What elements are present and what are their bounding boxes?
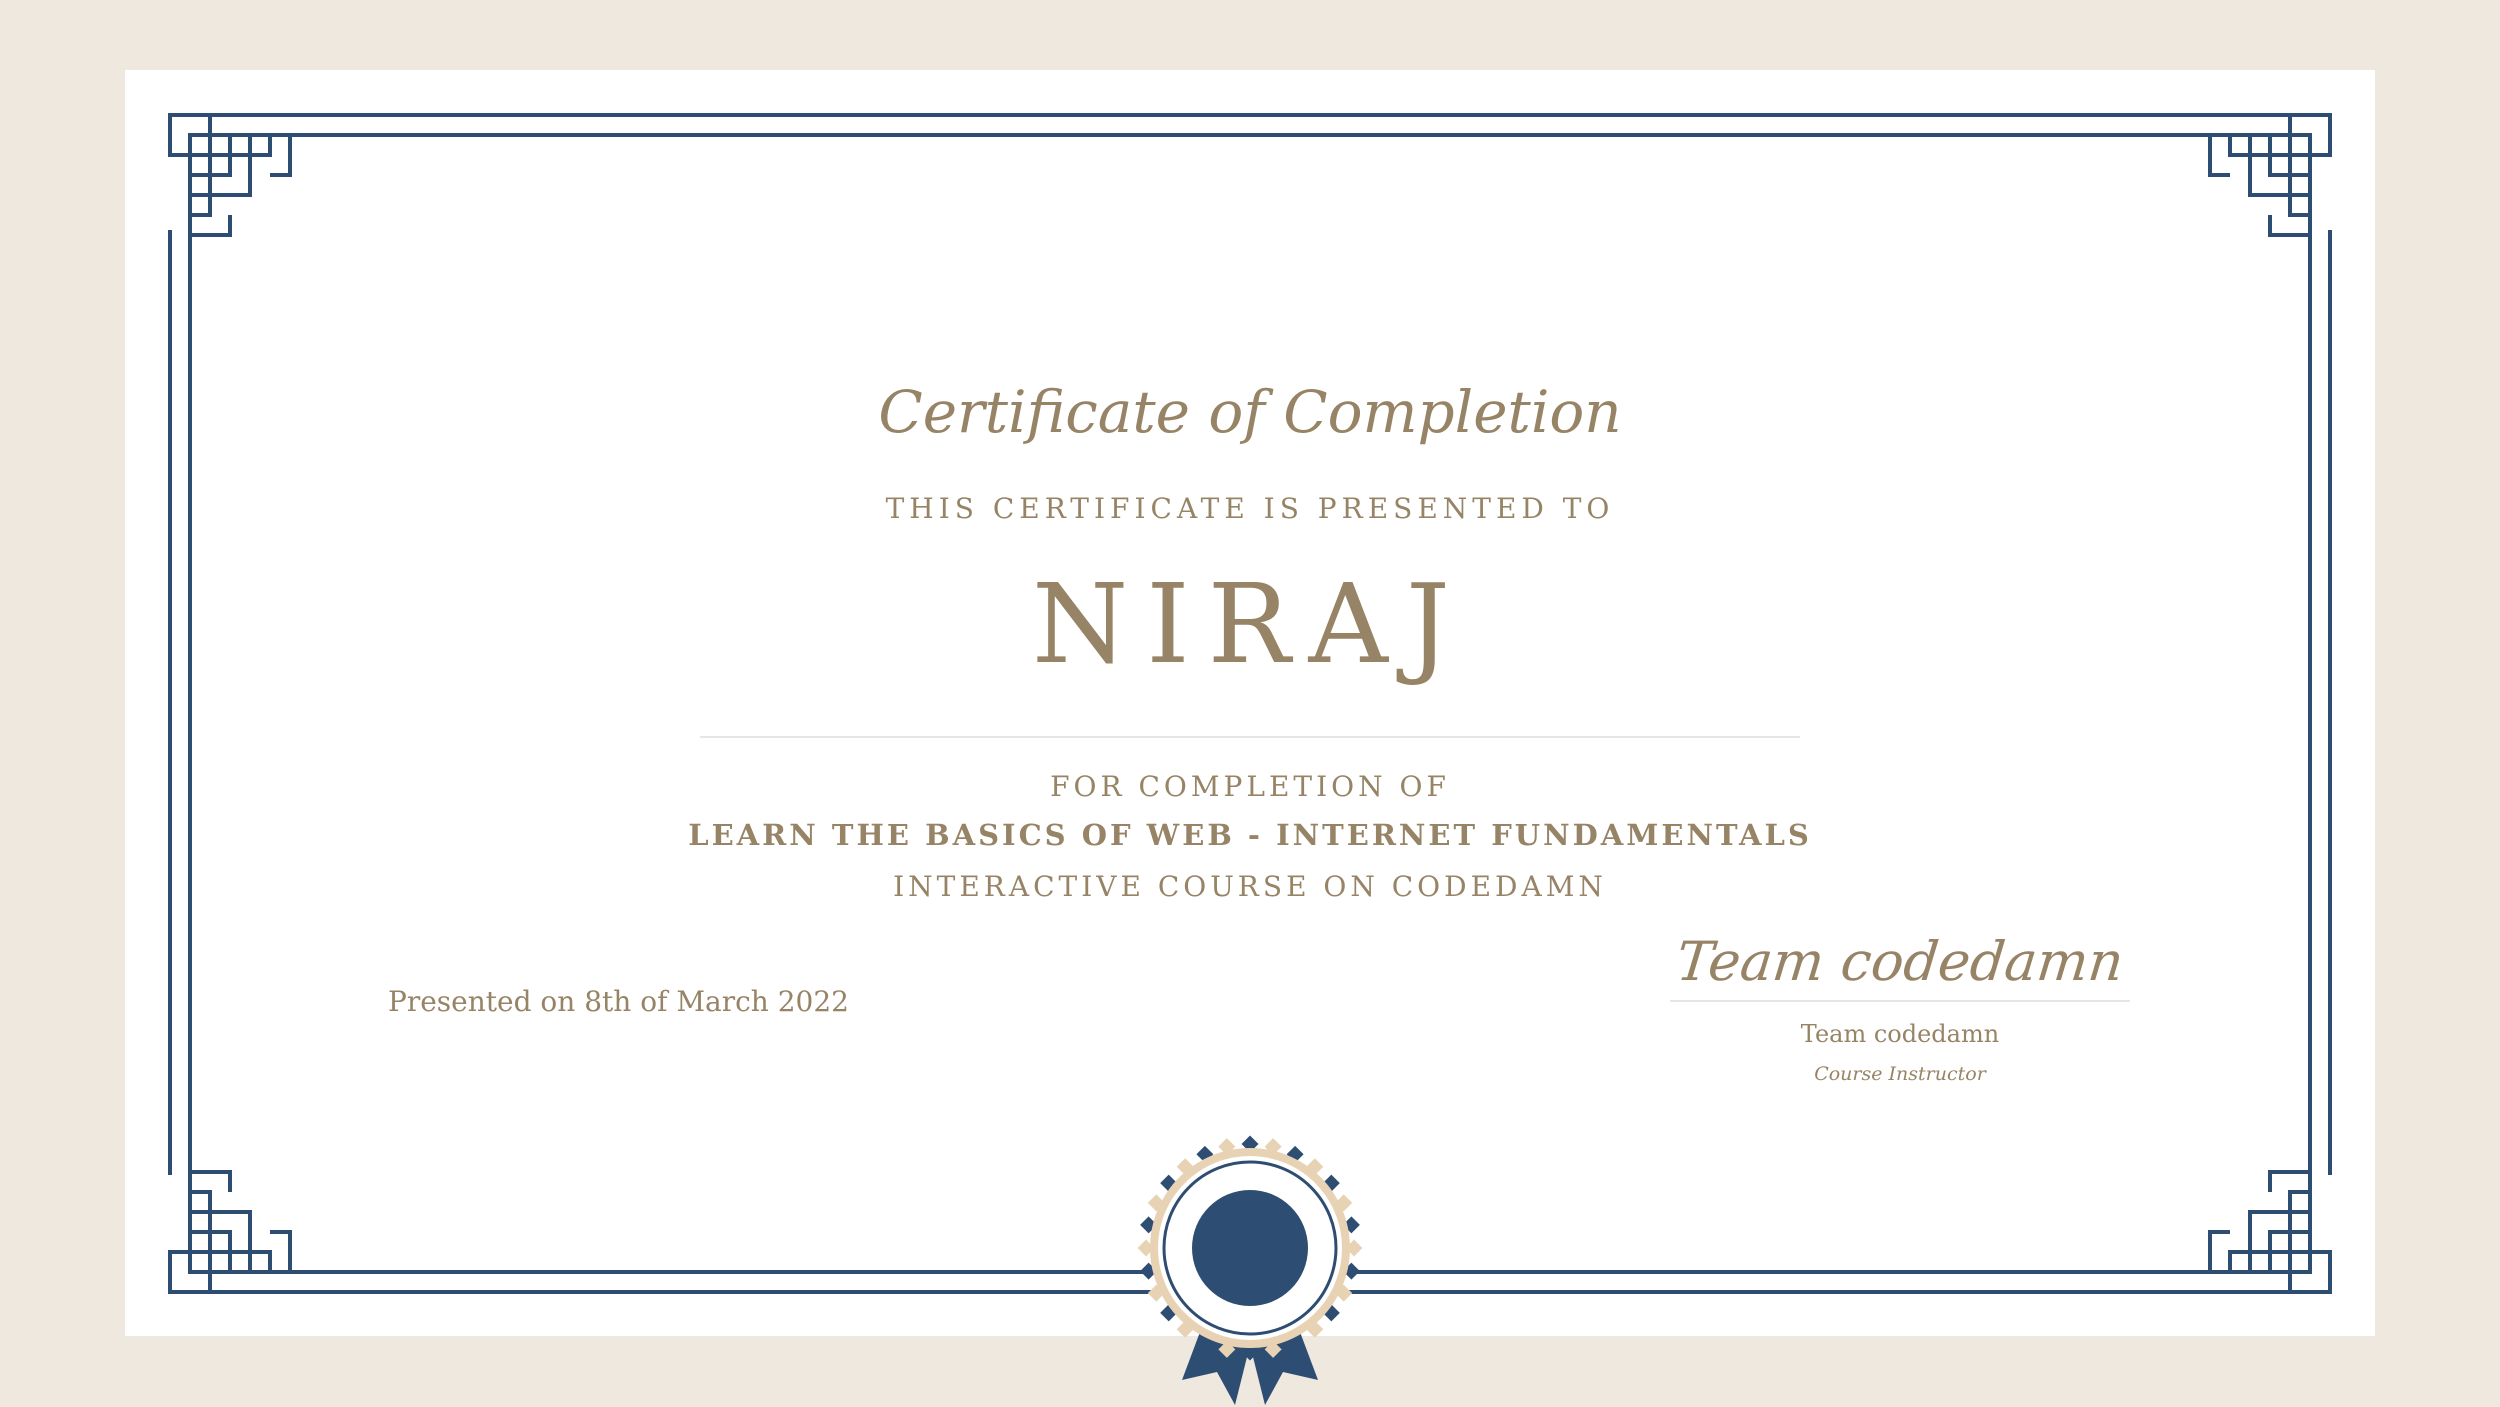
presented-to-label: THIS CERTIFICATE IS PRESENTED TO xyxy=(885,492,1615,525)
for-completion-label: FOR COMPLETION OF xyxy=(1050,770,1450,803)
frame-corner-top-left xyxy=(170,115,290,235)
course-name: LEARN THE BASICS OF WEB - INTERNET FUNDAMENTALS xyxy=(688,818,1812,852)
frame-corner-top-right xyxy=(2210,115,2330,235)
certificate-title: Certificate of Completion xyxy=(878,378,1622,446)
frame-corner-bottom-left xyxy=(170,1172,290,1292)
presented-on-date: Presented on 8th of March 2022 xyxy=(388,985,849,1018)
course-subtitle: INTERACTIVE COURSE ON CODEDAMN xyxy=(893,870,1607,903)
frame-corner-bottom-right xyxy=(2210,1172,2330,1292)
name-divider xyxy=(700,736,1800,738)
signer-name: Team codedamn xyxy=(1800,1020,2000,1048)
recipient-name: NIRAJ xyxy=(1031,560,1469,688)
signature-line xyxy=(1670,1000,2130,1002)
signature: Team codedamn xyxy=(1673,930,2127,993)
signer-role: Course Instructor xyxy=(1814,1063,1986,1085)
award-ribbon-seal-icon xyxy=(1130,1130,1370,1407)
